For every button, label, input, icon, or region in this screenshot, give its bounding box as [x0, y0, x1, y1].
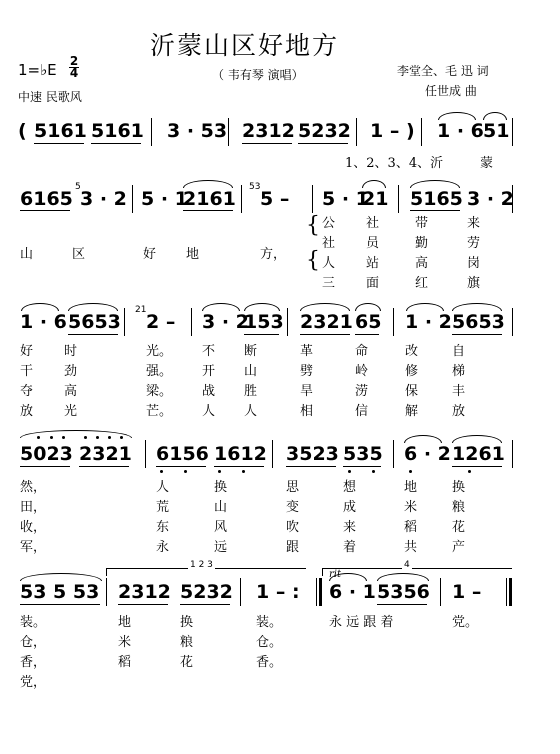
underline: [34, 143, 84, 144]
lyric-syllable: 高: [415, 256, 429, 271]
octave-dot: [120, 436, 123, 439]
lyric-syllable: 光。: [146, 344, 173, 359]
slur: [452, 435, 502, 443]
lyric-syllable: 放: [452, 404, 466, 419]
lyric-syllable: 仓，: [20, 635, 47, 650]
note-group: 5023: [20, 443, 73, 465]
lyric-syllable: 旱: [300, 384, 314, 399]
note-group: 3 · 2: [202, 311, 249, 333]
note-group: 1 –: [452, 581, 482, 603]
lyric-syllable: 地: [186, 247, 200, 262]
lyric-syllable: 战: [202, 384, 216, 399]
lyric-syllable: 来: [467, 216, 481, 231]
underline: [286, 466, 336, 467]
lyric-syllable: 带: [415, 216, 429, 231]
note-group: 1612: [214, 443, 267, 465]
lyric-syllable: 蒙: [480, 156, 494, 171]
slur: [300, 303, 350, 311]
note-group: 3 · 2: [80, 188, 127, 210]
octave-dot: [184, 470, 187, 473]
brace-icon: {: [306, 248, 320, 273]
octave-dot: [108, 436, 111, 439]
lyric-syllable: 高: [64, 384, 78, 399]
lyric-syllable: 山: [20, 247, 34, 262]
underline: [79, 466, 129, 467]
note-group: 1 · 2: [405, 311, 452, 333]
barline: [440, 578, 441, 606]
slur: [20, 573, 102, 581]
lyric-syllable: 人: [322, 256, 336, 271]
lyric-syllable: 香。: [256, 655, 283, 670]
note-group: 2161: [183, 188, 236, 210]
lyric-syllable: 军，: [20, 540, 47, 555]
slur: [410, 180, 460, 188]
lyric-syllable: 断: [244, 344, 258, 359]
lyricist-credit: 李堂全、毛 迅 词: [397, 64, 489, 78]
note-group: 5653: [68, 311, 121, 333]
underline: [300, 334, 350, 335]
slur: [483, 112, 507, 120]
octave-dot: [242, 470, 245, 473]
lyric-syllable: 信: [355, 404, 369, 419]
barline: [506, 578, 507, 606]
slur: [21, 303, 59, 311]
barline: [512, 185, 513, 213]
octave-dot: [62, 436, 65, 439]
note-group: 1 · 6: [437, 120, 484, 142]
note-group: 3 · 2: [467, 188, 514, 210]
underline: [452, 466, 502, 467]
note-group: 2312: [118, 581, 171, 603]
lyric-syllable: 时: [64, 344, 78, 359]
lyric-syllable: 胜: [244, 384, 258, 399]
lyric-syllable: 人: [244, 404, 258, 419]
lyric-syllable: 地: [118, 615, 132, 630]
composer-credit: 任世成 曲: [425, 84, 477, 98]
lyric-syllable: 岭: [355, 364, 369, 379]
time-signature: 2 4: [69, 54, 79, 80]
barline: [287, 308, 288, 336]
underline: [156, 466, 206, 467]
note-group: 6 · 2: [404, 443, 451, 465]
note-group: 3 · 53: [167, 120, 228, 142]
grace-note: 21: [135, 305, 147, 315]
lyric-syllable: 田，: [20, 500, 47, 515]
lyric-syllable: 丰: [452, 384, 466, 399]
underline: [20, 210, 70, 211]
note-group: 5232: [298, 120, 351, 142]
lyric-syllable: 花: [452, 520, 466, 535]
note-group: 5165: [410, 188, 463, 210]
note-group: 535: [343, 443, 383, 465]
lyric-syllable: 站: [366, 256, 380, 271]
lyric-syllable: 强。: [146, 364, 173, 379]
final-barline: [509, 578, 512, 606]
lyric-syllable: 花: [180, 655, 194, 670]
lyric-syllable: 三: [322, 276, 336, 291]
grace-note: 5: [75, 182, 81, 192]
note-group: 6165: [20, 188, 73, 210]
lyric-syllable: 荒: [156, 500, 170, 515]
volta-bracket: [322, 568, 512, 569]
lyric-syllable: 收，: [20, 520, 47, 535]
barline: [316, 578, 317, 606]
barline: [240, 578, 241, 606]
lyric-syllable: 公: [322, 216, 336, 231]
lyric-syllable: 勤: [415, 236, 429, 251]
barline: [421, 118, 422, 146]
note-group: 1 · 6: [20, 311, 67, 333]
underline: [355, 334, 379, 335]
octave-dot: [372, 470, 375, 473]
lyric-syllable: 保: [405, 384, 419, 399]
lyric-syllable: 着: [343, 540, 357, 555]
note-group: 5 –: [260, 188, 290, 210]
barline: [191, 308, 192, 336]
lyric-syllable: 芒。: [146, 404, 173, 419]
lyric-syllable: 党，: [20, 675, 47, 690]
lyric-syllable: 思: [286, 480, 300, 495]
lyric-syllable: 夺: [20, 384, 34, 399]
underline: [214, 466, 264, 467]
lyric-syllable: 米: [118, 635, 132, 650]
note-group: 65: [355, 311, 382, 333]
lyric-syllable: 成: [343, 500, 357, 515]
underline: [410, 210, 460, 211]
lyric-syllable: 永 远 跟 着: [329, 615, 394, 630]
lyric-syllable: 人: [202, 404, 216, 419]
lyric-syllable: 岗: [467, 256, 481, 271]
lyric-syllable: 好: [143, 247, 157, 262]
slur: [406, 303, 444, 311]
barline: [106, 578, 107, 606]
slur: [452, 303, 502, 311]
note-group: 5356: [377, 581, 430, 603]
slur: [377, 573, 429, 581]
lyric-syllable: 劲: [64, 364, 78, 379]
lyric-syllable: 好: [20, 344, 34, 359]
barline: [398, 185, 399, 213]
lyric-syllable: 旗: [467, 276, 481, 291]
underline: [244, 334, 279, 335]
song-title: 沂蒙山区好地方: [150, 31, 340, 60]
underline: [180, 604, 230, 605]
lyric-syllable: 党。: [452, 615, 479, 630]
note-group: 6 · 1: [329, 581, 376, 603]
lyric-syllable: 方，: [260, 247, 287, 262]
lyric-syllable: 装。: [20, 615, 47, 630]
slur: [438, 112, 476, 120]
lyric-syllable: 红: [415, 276, 429, 291]
volta-bracket: [322, 568, 323, 576]
lyric-syllable: 吹: [286, 520, 300, 535]
lyric-syllable: 劳: [467, 236, 481, 251]
octave-dot: [160, 470, 163, 473]
underline: [183, 210, 233, 211]
lyric-syllable: 光: [64, 404, 78, 419]
note-group: 5 · 1: [322, 188, 369, 210]
lyric-syllable: 梯: [452, 364, 466, 379]
slur: [355, 303, 381, 311]
lyric-syllable: 跟: [286, 540, 300, 555]
lyric-syllable: 换: [214, 480, 228, 495]
brace-icon: {: [306, 213, 320, 238]
lyric-syllable: 粮: [452, 500, 466, 515]
lyric-syllable: 风: [214, 520, 228, 535]
underline: [377, 604, 427, 605]
lyric-syllable: 区: [72, 247, 86, 262]
slur: [202, 303, 240, 311]
lyric-syllable: 山: [214, 500, 228, 515]
note-group: 2 –: [146, 311, 176, 333]
note-group: 153: [244, 311, 284, 333]
slur: [244, 303, 280, 311]
lyric-syllable: 开: [202, 364, 216, 379]
lyric-syllable: 不: [202, 344, 216, 359]
lyric-syllable: 换: [452, 480, 466, 495]
lyric-syllable: 相: [300, 404, 314, 419]
barline: [241, 185, 242, 213]
lyric-syllable: 变: [286, 500, 300, 515]
underline: [452, 334, 502, 335]
octave-dot: [468, 470, 471, 473]
lyric-syllable: 香，: [20, 655, 47, 670]
barline: [228, 118, 229, 146]
grace-note: 53: [249, 182, 261, 192]
singer-credit: （ 韦有琴 演唱）: [212, 68, 304, 82]
lyric-syllable: 米: [404, 500, 418, 515]
barline: [393, 440, 394, 468]
note-group: 2321: [300, 311, 353, 333]
octave-dot: [84, 436, 87, 439]
note-group: 21: [362, 188, 389, 210]
lyric-syllable: 自: [452, 344, 466, 359]
ritardando-marking: rit: [329, 569, 341, 580]
octave-dot: [348, 470, 351, 473]
lyric-syllable: 稻: [118, 655, 132, 670]
note-group: 6156: [156, 443, 209, 465]
note-group: 5653: [452, 311, 505, 333]
lyric-syllable: 换: [180, 615, 194, 630]
lyric-syllable: 社: [322, 236, 336, 251]
octave-dot: [50, 436, 53, 439]
underline: [68, 334, 118, 335]
underline: [343, 466, 381, 467]
slur: [183, 180, 233, 188]
octave-dot: [96, 436, 99, 439]
slur: [404, 435, 442, 443]
barline: [512, 440, 513, 468]
barline: [512, 308, 513, 336]
key-signature: 1=♭E: [18, 61, 57, 79]
lyric-syllable: 放: [20, 404, 34, 419]
lyric-syllable: 装。: [256, 615, 283, 630]
lyric-syllable: 远: [214, 540, 228, 555]
barline: [124, 308, 125, 336]
lyric-syllable: 员: [366, 236, 380, 251]
note-group: 2321: [79, 443, 132, 465]
tempo-marking: 中速 民歌风: [18, 90, 82, 104]
note-group: 5161: [34, 120, 87, 142]
volta-label: 1 2 3: [190, 560, 213, 570]
volta-bracket: [106, 568, 107, 576]
note-group: 1 – :: [256, 581, 300, 603]
note-group: 5232: [180, 581, 233, 603]
note-group: 2312: [242, 120, 295, 142]
lyric-syllable: 稻: [404, 520, 418, 535]
lyric-syllable: 命: [355, 344, 369, 359]
barline: [312, 185, 313, 213]
slur: [68, 303, 118, 311]
volta-label: 4: [404, 560, 410, 570]
slur: [329, 573, 367, 581]
lyric-syllable: 革: [300, 344, 314, 359]
lyric-syllable: 改: [405, 344, 419, 359]
octave-dot: [37, 436, 40, 439]
underline: [118, 604, 168, 605]
underline: [20, 604, 100, 605]
lyric-syllable: 产: [452, 540, 466, 555]
lyric-syllable: 地: [404, 480, 418, 495]
lyric-syllable: 社: [366, 216, 380, 231]
lyric-syllable: 山: [244, 364, 258, 379]
lyric-syllable: 面: [366, 276, 380, 291]
barline: [132, 185, 133, 213]
note-group: (: [18, 120, 27, 142]
octave-dot: [218, 470, 221, 473]
lyric-syllable: 人: [156, 480, 170, 495]
lyric-syllable: 劈: [300, 364, 314, 379]
lyric-syllable: 然，: [20, 480, 47, 495]
note-group: 3523: [286, 443, 339, 465]
repeat-barline: [319, 578, 322, 606]
lyric-syllable: 涝: [355, 384, 369, 399]
lyric-syllable: 解: [405, 404, 419, 419]
barline: [272, 440, 273, 468]
barline: [151, 118, 152, 146]
underline: [91, 143, 141, 144]
lyric-syllable: 东: [156, 520, 170, 535]
note-group: 51: [483, 120, 510, 142]
barline: [356, 118, 357, 146]
lyric-syllable: 想: [343, 480, 357, 495]
note-group: 1261: [452, 443, 505, 465]
underline: [20, 466, 70, 467]
slur: [362, 180, 386, 188]
octave-dot: [409, 470, 412, 473]
barline: [393, 308, 394, 336]
underline: [242, 143, 292, 144]
lyric-syllable: 粮: [180, 635, 194, 650]
lyric-syllable: 来: [343, 520, 357, 535]
lyric-syllable: 干: [20, 364, 34, 379]
verse-numbers: 1、2、3、4、沂: [345, 156, 444, 171]
note-group: 1 – ): [370, 120, 415, 142]
note-group: 5 · 1: [141, 188, 188, 210]
lyric-syllable: 修: [405, 364, 419, 379]
note-group: 53 5 53: [20, 581, 100, 603]
lyric-syllable: 共: [404, 540, 418, 555]
lyric-syllable: 梁。: [146, 384, 173, 399]
underline: [298, 143, 348, 144]
barline: [512, 118, 513, 146]
lyric-syllable: 永: [156, 540, 170, 555]
note-group: 5161: [91, 120, 144, 142]
barline: [145, 440, 146, 468]
lyric-syllable: 仓。: [256, 635, 283, 650]
